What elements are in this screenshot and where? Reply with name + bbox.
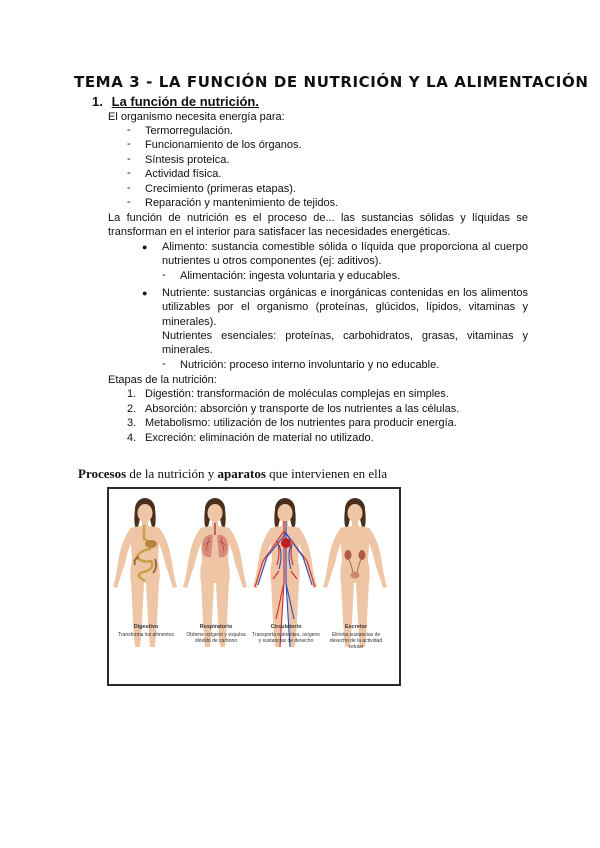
figure-title-part-2: de la nutrición y: [126, 466, 218, 481]
list-item: Termorregulación.: [145, 125, 234, 137]
caption-digestivo: [112, 624, 180, 638]
list-item: Crecimiento (primeras etapas).: [145, 183, 296, 195]
system-desc: Transforma los alimentos: [118, 632, 174, 638]
list-item: Reparación y mantenimiento de tejidos.: [145, 197, 339, 209]
etapa-text: Metabolismo: utilización de los nutrientes para producir energía.: [145, 417, 457, 429]
caption-respiratorio: [182, 624, 250, 644]
etapa-text: Digestión: transformación de moléculas complejas en simples.: [145, 388, 449, 400]
etapa-number: 4.: [127, 432, 137, 444]
body-systems-figure: [107, 487, 401, 686]
caption-circulatorio: [252, 624, 320, 644]
dash-marker: -: [127, 196, 131, 208]
bullet-marker: ●: [142, 288, 148, 298]
nutriente-text: Nutriente: sustancias orgánicas e inorgánicas contenidas en los alimentos utilizables por el organismo (proteínas, glúcidos, lípidos, vitaminas y minerales).: [162, 287, 528, 328]
list-item: Funcionamiento de los órganos.: [145, 139, 302, 151]
dash-marker: -: [127, 153, 131, 165]
list-item: Actividad física.: [145, 168, 222, 180]
etapa-text: Absorción: absorción y transporte de los nutrientes a las células.: [145, 403, 460, 415]
figure-title-part-4: que intervienen en ella: [265, 466, 388, 481]
intro-text: El organismo necesita energía para:: [108, 111, 285, 123]
section-number: 1.: [92, 94, 103, 109]
list-item: Síntesis proteica.: [145, 154, 230, 166]
dash-marker: -: [162, 269, 166, 281]
etapas-title: Etapas de la nutrición:: [108, 374, 217, 386]
system-desc: Transporta nutrientes, oxígeno y sustancias de desecho: [252, 632, 320, 644]
dash-marker: -: [127, 167, 131, 179]
body-systems-illustration: [109, 489, 399, 684]
etapa-number: 1.: [127, 388, 137, 400]
definition-paragraph: La función de nutrición es el proceso de... las sustancias sólidas y líquidas se transforman en el interior para satisfacer las necesidades energéticas.: [108, 212, 528, 239]
section-heading-text: La función de nutrición.: [111, 94, 259, 109]
system-name: Circulatorio: [270, 624, 302, 630]
nutricion-text: Nutrición: proceso interno involuntario y no educable.: [180, 359, 440, 371]
dash-marker: -: [127, 124, 131, 136]
system-name: Respiratorio: [199, 624, 233, 630]
etapa-number: 3.: [127, 417, 137, 429]
figure-title: [78, 466, 387, 482]
dash-marker: -: [162, 358, 166, 370]
caption-excretor: [322, 624, 390, 650]
section-heading: [92, 94, 259, 109]
dash-marker: -: [127, 138, 131, 150]
nutrientes-esenciales-text: Nutrientes esenciales: proteínas, carbohidratos, grasas, vitaminas y minerales.: [162, 330, 528, 357]
system-name: Digestivo: [133, 624, 159, 630]
system-desc: Elimina sustancias de desecho de la actividad celular: [329, 632, 383, 650]
document-title: TEMA 3 - LA FUNCIÓN DE NUTRICIÓN Y LA ALIMENTACIÓN: [74, 73, 589, 91]
dash-marker: -: [127, 182, 131, 194]
etapa-number: 2.: [127, 403, 137, 415]
etapa-text: Excreción: eliminación de material no utilizado.: [145, 432, 374, 444]
figure-title-bold-1: Procesos: [78, 466, 127, 481]
alimentacion-text: Alimentación: ingesta voluntaria y educables.: [180, 270, 401, 282]
system-desc: Obtiene oxígeno y expulsa dióxido de carbono: [186, 632, 246, 644]
figure-title-bold-2: aparatos: [217, 466, 266, 481]
alimento-text: Alimento: sustancia comestible sólida o líquida que proporciona al cuerpo nutrientes u otros componentes (ej: aditivos).: [162, 241, 528, 268]
system-name: Excretor: [344, 624, 368, 630]
bullet-marker: ●: [142, 242, 148, 252]
